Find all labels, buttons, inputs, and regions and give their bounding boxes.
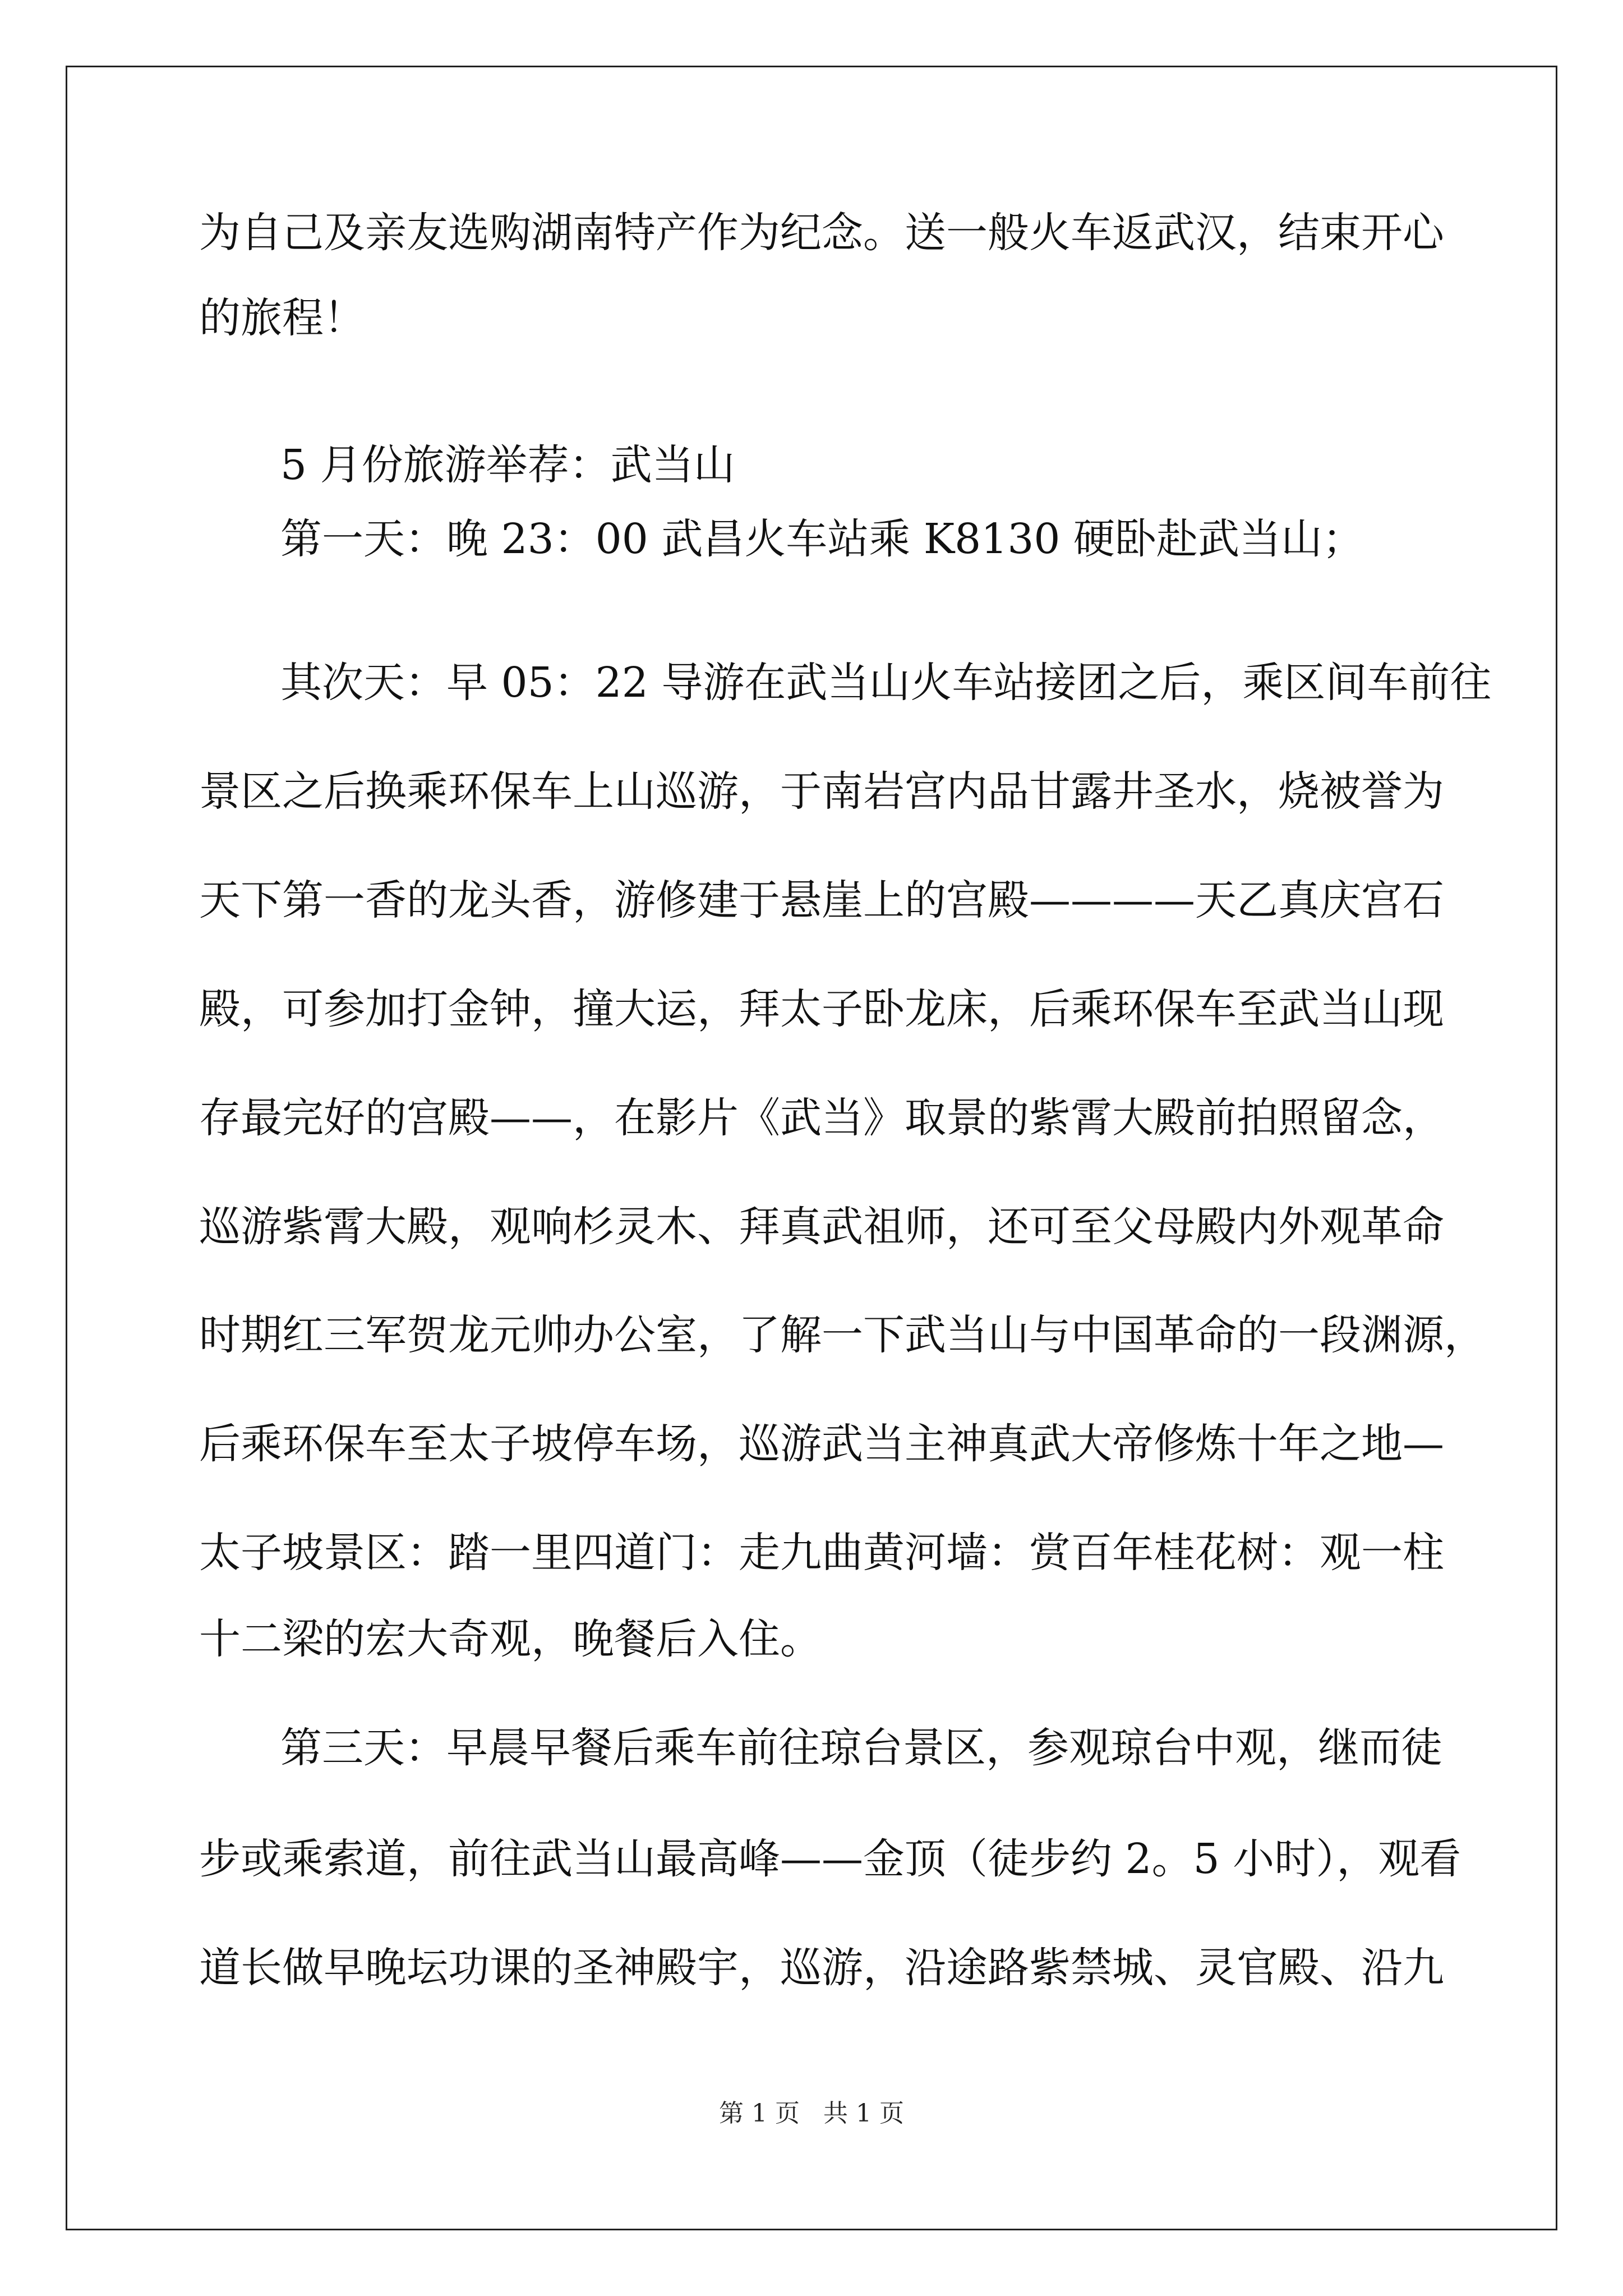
text-line: 巡游紫霄大殿，观响杉灵木、拜真武祖师，还可至父母殿内外观革命 [199,1203,1444,1251]
text-line: 天下第一香的龙头香，游修建于悬崖上的宫殿————天乙真庆宫石 [199,876,1444,924]
text-line: 5 月份旅游举荐：武当山 [280,441,735,489]
text-line: 后乘环保车至太子坡停车场，巡游武当主神真武大帝修炼十年之地— [199,1420,1444,1468]
text-line: 太子坡景区：踏一里四道门：走九曲黄河墙：赏百年桂花树：观一柱 [199,1529,1444,1577]
text-line: 的旅程！ [199,294,365,342]
text-line: 景区之后换乘环保车上山巡游，于南岩宫内品甘露井圣水，烧被誉为 [199,767,1444,816]
text-line: 道长做早晚坛功课的圣神殿宇，巡游，沿途路紫禁城、灵官殿、沿九 [199,1944,1444,1992]
text-line: 第三天：早晨早餐后乘车前往琼台景区，参观琼台中观，继而徒 [280,1724,1442,1772]
text-line: 存最完好的宫殿——，在影片《武当》取景的紫霄大殿前拍照留念， [199,1094,1444,1142]
text-line: 殿，可参加打金钟，撞大运，拜太子卧龙床，后乘环保车至武当山现 [199,985,1444,1033]
text-line: 其次天：早 05：22 导游在武当山火车站接团之后，乘区间车前往 [280,659,1492,707]
page-footer: 第 1 页 共 1 页 [719,2099,904,2128]
page-border [66,66,1557,2230]
text-line: 第一天：晚 23：00 武昌火车站乘 K8130 硬卧赴武当山； [280,515,1364,563]
text-line: 步或乘索道，前往武当山最高峰——金顶（徒步约 2。5 小时），观看 [199,1835,1461,1883]
text-line: 时期红三军贺龙元帅办公室，了解一下武当山与中国革命的一段渊源， [199,1311,1486,1359]
text-line: 十二梁的宏大奇观，晚餐后入住。 [199,1615,822,1663]
text-line: 为自己及亲友选购湖南特产作为纪念。送一般火车返武汉，结束开心 [199,209,1444,257]
